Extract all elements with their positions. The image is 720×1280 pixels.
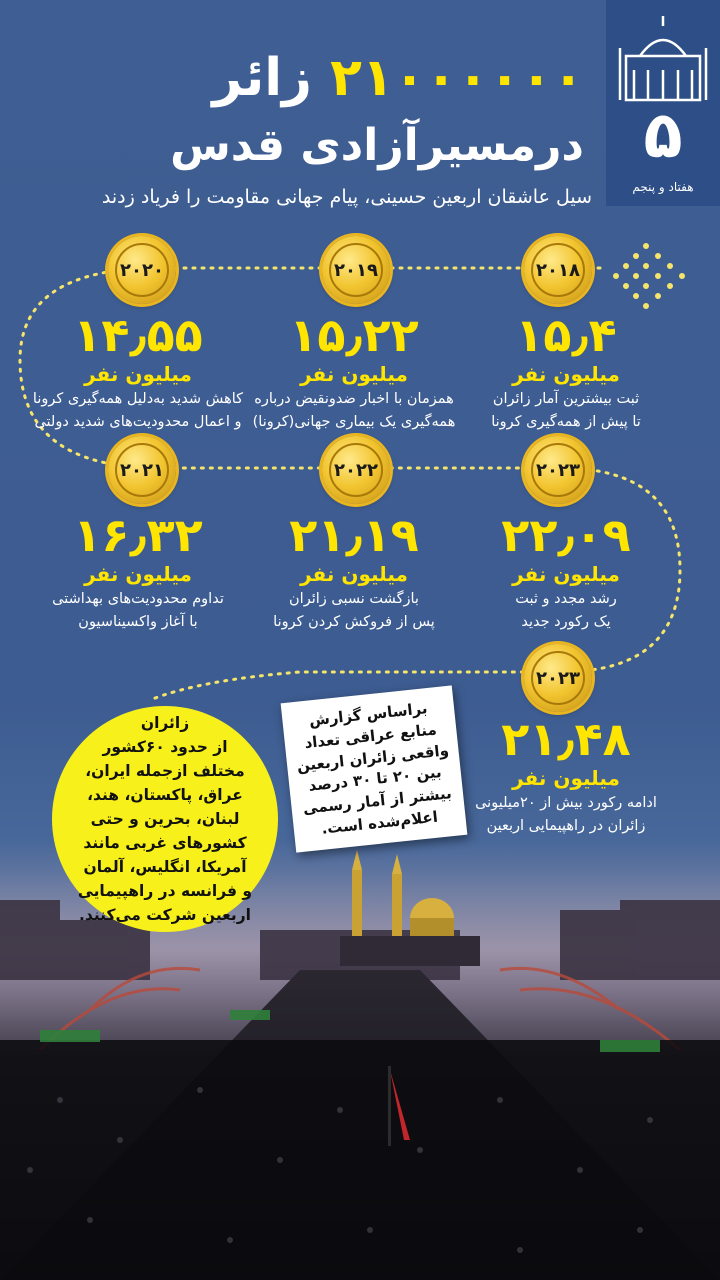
year-label: ۲۰۲۳ [531,443,585,497]
stat-value: ۲۲٫۰۹ [501,508,631,562]
title-word: زائر [212,48,312,108]
year-label: ۲۰۲۱ [115,443,169,497]
year-label: ۲۰۱۹ [329,243,383,297]
logo-caption: هفتاد و پنجم [632,180,694,194]
stat-desc: بازگشت نسبی زائران پس از فروکش کردن کرونا [273,591,435,631]
logo-number: ۵ [643,99,683,173]
year-label: ۲۰۲۳ [531,651,585,705]
stat-desc: ثبت بیشترین آمار زائران تا پیش از همه‌گیری کرونا [491,391,641,431]
countries-bubble [52,706,278,932]
year-coin [108,436,176,504]
stat-2020 [28,308,248,434]
stat-desc: همزمان با اخبار ضدونقیض درباره همه‌گیری یک بیماری جهانی(کرونا) [252,391,456,431]
stat-value: ۱۴٫۵۵ [73,308,203,362]
stat-unit: میلیون نفر [300,562,408,586]
stat-value: ۱۵٫۴ [515,308,617,362]
stat-value: ۱۵٫۲۲ [289,308,419,362]
stat-desc: ادامه رکورد بیش از ۲۰میلیونی زائران در راهپیمایی اربعین [475,795,657,835]
year-coin [322,436,390,504]
page-subtitle: سیل عاشقان اربعین حسینی، پیام جهانی مقاومت را فریاد زدند [101,186,592,208]
stat-desc: رشد مجدد و ثبت یک رکورد جدید [515,591,617,631]
stat-2022 [244,508,464,634]
stat-value: ۲۱٫۴۸ [501,712,631,766]
stat-unit: میلیون نفر [84,562,192,586]
stat-unit: میلیون نفر [512,766,620,790]
stat-desc: تداوم محدودیت‌های بهداشتی با آغاز واکسیناسیون [52,591,224,631]
year-label: ۲۰۱۸ [531,243,585,297]
title-number: ۲۱۰۰۰۰۰۰ [330,48,584,108]
page-title-line2: درمسیرآزادی قدس [170,120,584,171]
year-label: ۲۰۲۲ [329,443,383,497]
stat-unit: میلیون نفر [512,362,620,386]
stat-value: ۲۱٫۱۹ [289,508,419,562]
stat-2021 [28,508,248,634]
year-coin [322,236,390,304]
stat-unit: میلیون نفر [84,362,192,386]
bubble-heading: زائران [140,713,190,732]
source-note-card: براساس گزارش منابع عراقی تعداد واقعی زائران اربعین بین ۲۰ تا ۳۰ درصد بیشتر از آمار رسمی اعلام‌شده است. [281,685,468,852]
stat-unit: میلیون نفر [300,362,408,386]
year-coin [524,236,592,304]
year-coin [108,236,176,304]
bubble-text: از حدود ۶۰کشور مختلف ازجمله ایران، عراق، پاکستان، هند، لبنان، بحرین و حتی کشورهای غربی مانند آمریکا، انگلیس، آلمان و فرانسه در راهپیمایی اربعین شرکت می‌کنند. [77,737,253,925]
stat-value: ۱۶٫۳۲ [73,508,203,562]
stat-2018 [456,308,676,434]
year-label: ۲۰۲۰ [115,243,169,297]
year-coin [524,436,592,504]
stat-unit: میلیون نفر [512,562,620,586]
year-coin [524,644,592,712]
stat-desc: کاهش شدید به‌دلیل همه‌گیری کرونا و اعمال محدودیت‌های شدید دولتی [32,391,244,431]
stat-2019 [244,308,464,434]
stat-2023-b [456,712,676,838]
stat-2023-a [456,508,676,634]
